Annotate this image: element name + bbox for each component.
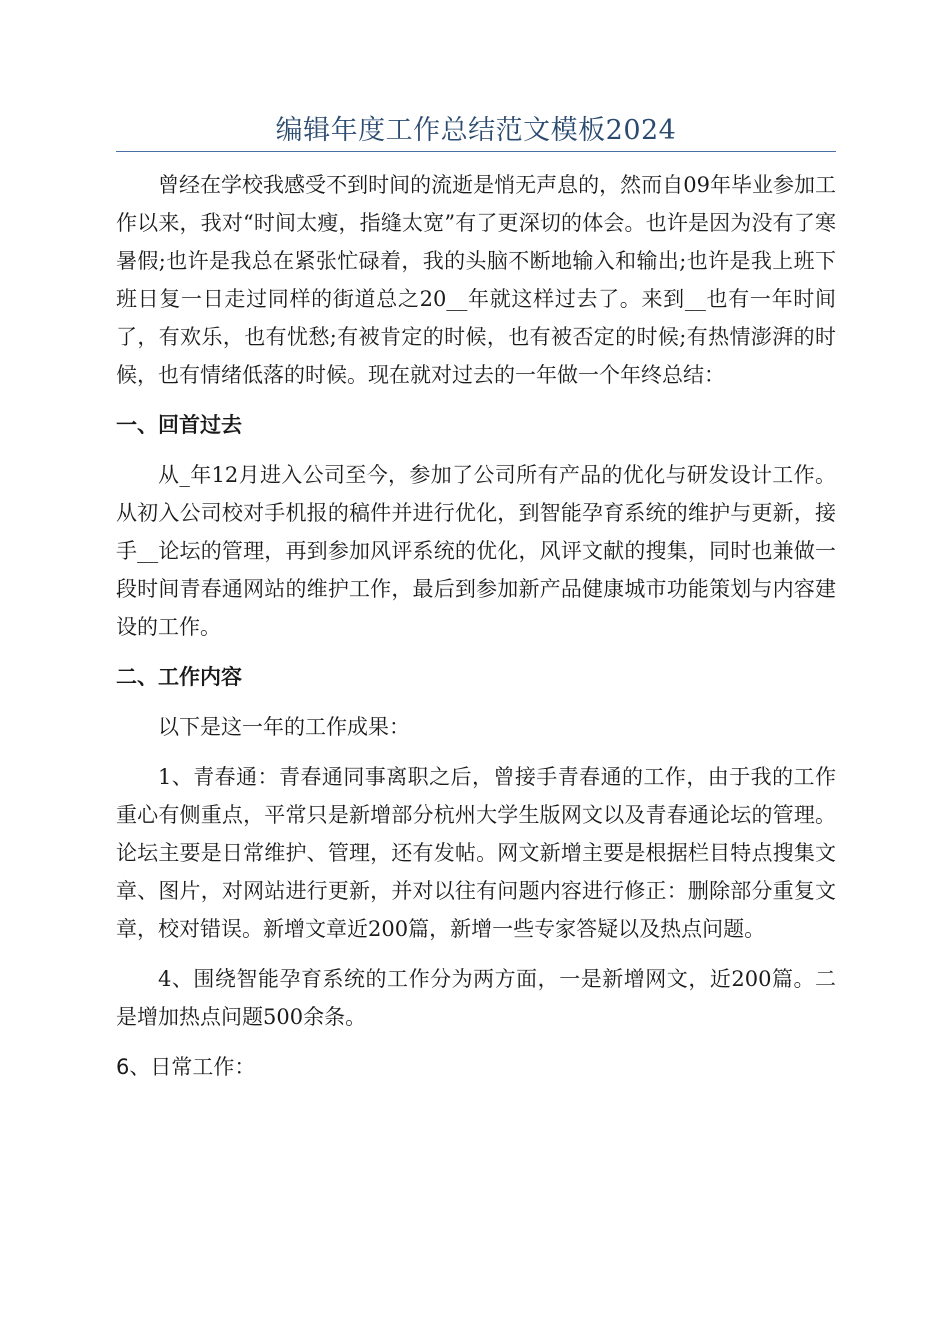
section-heading-review: 一、回首过去 xyxy=(116,413,242,437)
work-item-4: 4、围绕智能孕育系统的工作分为两方面，一是新增网文，近200篇。二是增加热点问题500余条。 xyxy=(116,967,836,1029)
work-content-intro: 以下是这一年的工作成果： xyxy=(158,715,410,739)
document-page xyxy=(116,108,836,1086)
daily-work-heading: 6、日常工作： xyxy=(116,1055,256,1079)
document-title: 编辑年度工作总结范文模板2024 xyxy=(116,108,836,152)
intro-paragraph: 曾经在学校我感受不到时间的流逝是悄无声息的，然而自09年毕业参加工作以来，我对“时间太瘦，指缝太宽”有了更深切的体会。也许是因为没有了寒暑假;也许是我总在紧张忙碌着，我的头脑不断地输入和输出;也许是我上班下班日复一日走过同样的街道总之20__年就这样过去了。来到__也有一年时间了，有欢乐，也有忧愁;有被肯定的时候，也有被否定的时候;有热情澎湃的时候，也有情绪低落的时候。现在就对过去的一年做一个年终总结： xyxy=(116,173,836,387)
review-paragraph: 从_年12月进入公司至今，参加了公司所有产品的优化与研发设计工作。从初入公司校对手机报的稿件并进行优化，到智能孕育系统的维护与更新，接手__论坛的管理，再到参加风评系统的优化，风评文献的搜集，同时也兼做一段时间青春通网站的维护工作，最后到参加新产品健康城市功能策划与内容建设的工作。 xyxy=(116,463,836,639)
section-heading-work-content: 二、工作内容 xyxy=(116,665,242,689)
work-item-1: 1、青春通：青春通同事离职之后，曾接手青春通的工作，由于我的工作重心有侧重点，平常只是新增部分杭州大学生版网文以及青春通论坛的管理。论坛主要是日常维护、管理，还有发帖。网文新增主要是根据栏目特点搜集文章、图片，对网站进行更新，并对以往有问题内容进行修正：删除部分重复文章，校对错误。新增文章近200篇，新增一些专家答疑以及热点问题。 xyxy=(116,765,836,941)
